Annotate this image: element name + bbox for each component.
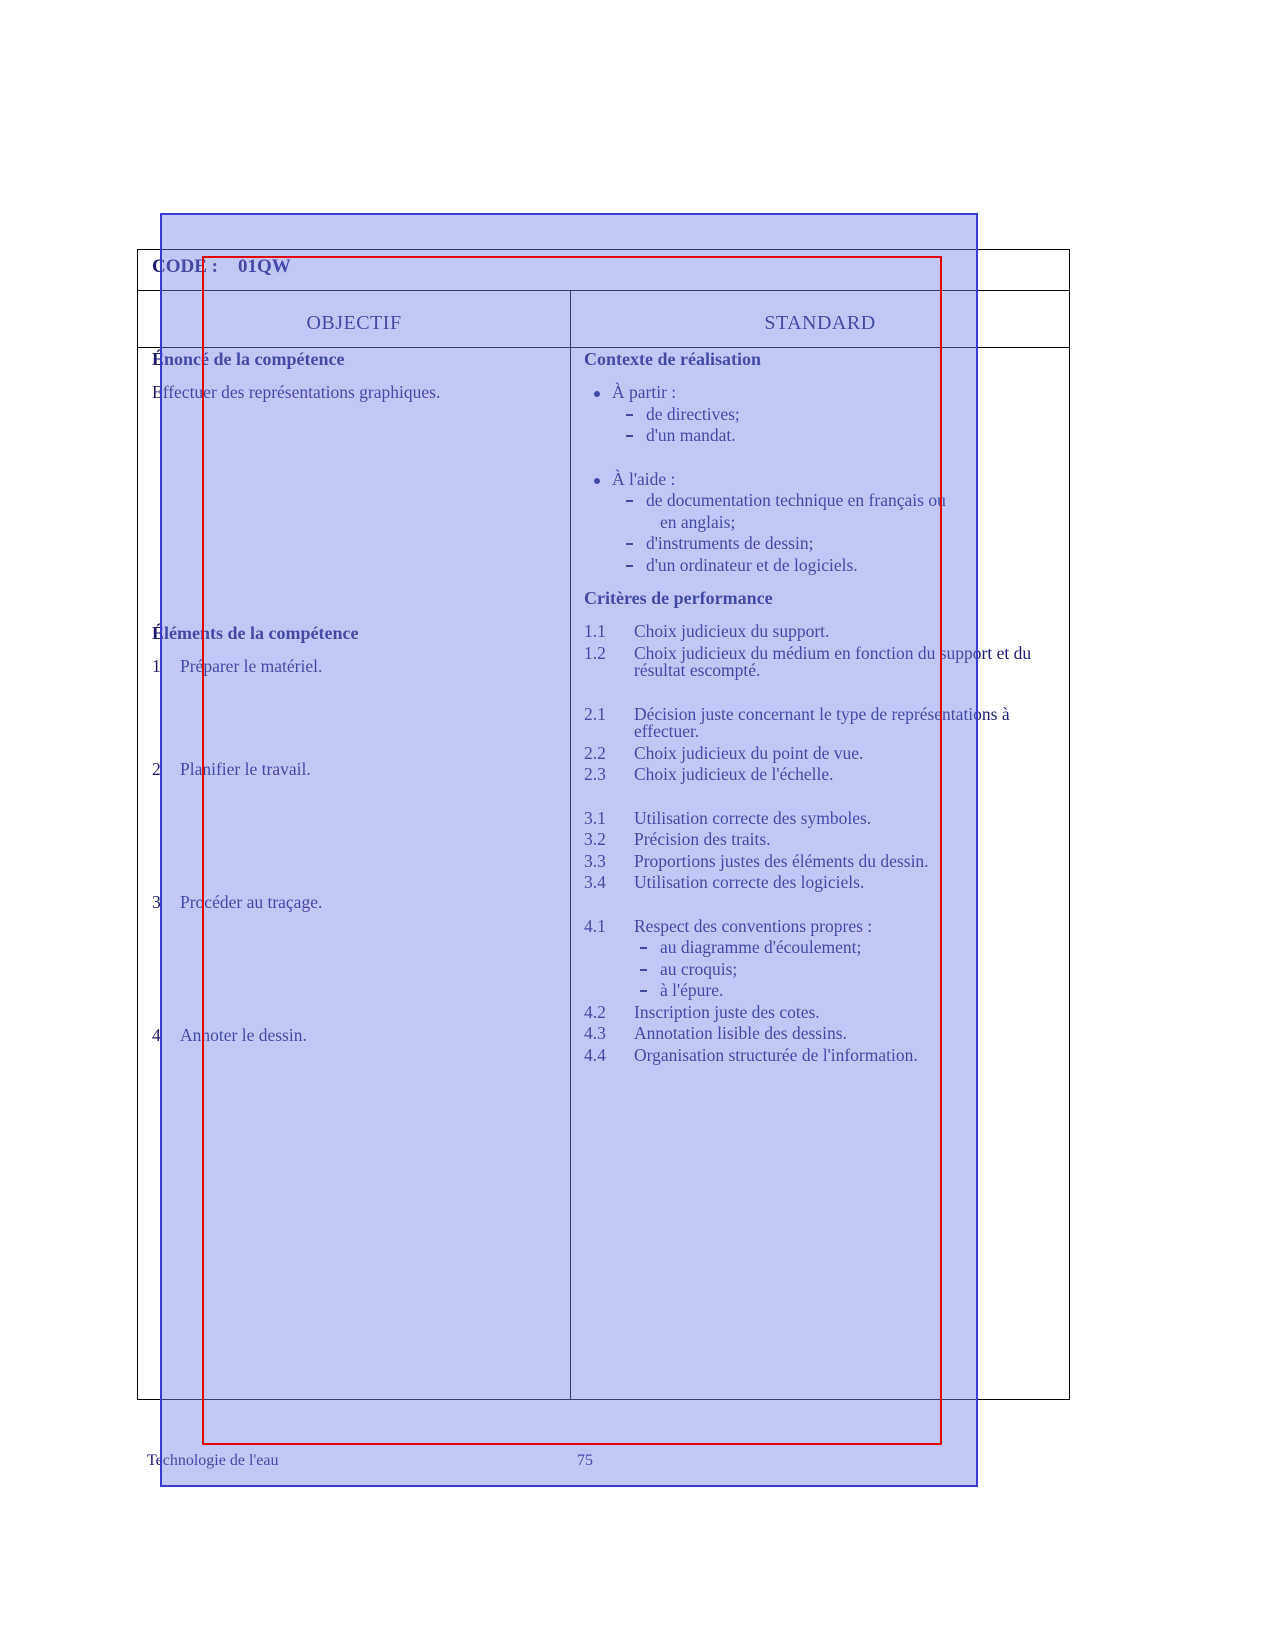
critere-text: Choix judicieux de l'échelle. bbox=[634, 764, 834, 784]
contexte-item: d'instruments de dessin; bbox=[584, 535, 1064, 553]
element-number: 1 bbox=[152, 655, 161, 676]
element-row bbox=[152, 655, 562, 676]
footer-title: Technologie de l'eau bbox=[147, 1452, 279, 1469]
contexte-item: d'un mandat. bbox=[584, 427, 1064, 445]
critere-text: Annotation lisible des dessins. bbox=[634, 1023, 847, 1043]
element-row bbox=[152, 761, 562, 779]
critere-row bbox=[584, 874, 1064, 892]
critere-number: 4.2 bbox=[584, 1001, 606, 1022]
code-row bbox=[152, 256, 291, 278]
critere-subitem: à l'épure. bbox=[584, 982, 1064, 1000]
critere-row bbox=[584, 642, 1064, 680]
critere-text: Utilisation correcte des logiciels. bbox=[634, 872, 865, 892]
competence-text: Effectuer des représentations graphiques. bbox=[152, 382, 441, 402]
standard-column bbox=[584, 350, 1064, 1068]
critere-number: 4.3 bbox=[584, 1023, 606, 1043]
code-value: 01QW bbox=[237, 256, 291, 277]
contexte-item: de documentation technique en français ou bbox=[584, 492, 1064, 510]
document-page bbox=[137, 249, 1070, 1400]
competence-title: Énoncé de la compétence bbox=[152, 349, 345, 369]
critere-row bbox=[584, 1025, 1064, 1043]
critere-row bbox=[584, 623, 1064, 641]
spacer bbox=[584, 449, 1064, 471]
critere-text: Précision des traits. bbox=[634, 829, 771, 849]
critere-text: Organisation structurée de l'information. bbox=[634, 1044, 918, 1065]
critere-number: 2.3 bbox=[584, 764, 606, 784]
element-row bbox=[152, 1027, 562, 1045]
critere-subitem: au diagramme d'écoulement; bbox=[584, 939, 1064, 957]
critere-row bbox=[584, 915, 1064, 936]
critere-number: 3.1 bbox=[584, 807, 606, 828]
critere-row bbox=[584, 1044, 1064, 1065]
critere-row bbox=[584, 742, 1064, 763]
column-divider bbox=[570, 290, 571, 1400]
contexte-lead: À l'aide : bbox=[584, 471, 1064, 489]
element-number: 3 bbox=[152, 891, 161, 912]
element-text: Procéder au traçage. bbox=[180, 891, 323, 912]
contexte-lead: À partir : bbox=[584, 384, 1064, 402]
contexte-item-continued: en anglais; bbox=[660, 511, 736, 532]
critere-number: 4.4 bbox=[584, 1044, 606, 1065]
critere-number: 3.3 bbox=[584, 850, 606, 871]
contexte-title: Contexte de réalisation bbox=[584, 349, 761, 369]
header-divider-bottom bbox=[138, 347, 1069, 348]
objectif-header: OBJECTIF bbox=[306, 312, 402, 334]
critere-row bbox=[584, 807, 1064, 828]
critere-number: 3.4 bbox=[584, 872, 606, 892]
element-row bbox=[152, 891, 562, 912]
critere-row bbox=[584, 766, 1064, 784]
critere-text: Utilisation correcte des symboles. bbox=[634, 807, 872, 828]
contexte-item: de directives; bbox=[584, 406, 1064, 424]
critere-text: Décision juste concernant le type de représentations à effectuer. bbox=[634, 703, 1010, 741]
critere-text: Choix judicieux du point de vue. bbox=[634, 742, 864, 763]
critere-text: Proportions justes des éléments du dessin. bbox=[634, 850, 929, 871]
critere-row bbox=[584, 831, 1064, 849]
element-number: 4 bbox=[152, 1025, 161, 1045]
critere-text: Respect des conventions propres : bbox=[634, 915, 873, 936]
critere-row bbox=[584, 850, 1064, 871]
element-text: Planifier le travail. bbox=[180, 759, 311, 779]
element-number: 2 bbox=[152, 759, 161, 779]
header-divider-top bbox=[138, 290, 1069, 291]
critere-number: 4.1 bbox=[584, 915, 606, 936]
critere-subitem: au croquis; bbox=[584, 961, 1064, 979]
critere-text: Choix judicieux du support. bbox=[634, 621, 830, 641]
page-footer bbox=[147, 1452, 977, 1470]
critere-number: 1.2 bbox=[584, 642, 606, 663]
critere-row bbox=[584, 1001, 1064, 1022]
element-text: Annoter le dessin. bbox=[180, 1025, 307, 1045]
critere-text: Choix judicieux du médium en fonction du support et du résultat escompté. bbox=[634, 642, 1032, 680]
standard-header: STANDARD bbox=[764, 312, 876, 334]
critere-number: 2.1 bbox=[584, 703, 606, 724]
critere-number: 3.2 bbox=[584, 829, 606, 849]
element-text: Préparer le matériel. bbox=[180, 655, 323, 676]
criteres-title: Critères de performance bbox=[584, 588, 773, 608]
critere-number: 1.1 bbox=[584, 621, 606, 641]
critere-number: 2.2 bbox=[584, 742, 606, 763]
elements-title: Éléments de la compétence bbox=[152, 622, 359, 643]
code-label: CODE : bbox=[152, 256, 218, 277]
critere-row bbox=[584, 703, 1064, 741]
objectif-column bbox=[152, 350, 562, 1045]
critere-text: Inscription juste des cotes. bbox=[634, 1001, 820, 1022]
contexte-item: d'un ordinateur et de logiciels. bbox=[584, 557, 1064, 575]
footer-page-number: 75 bbox=[577, 1452, 593, 1469]
